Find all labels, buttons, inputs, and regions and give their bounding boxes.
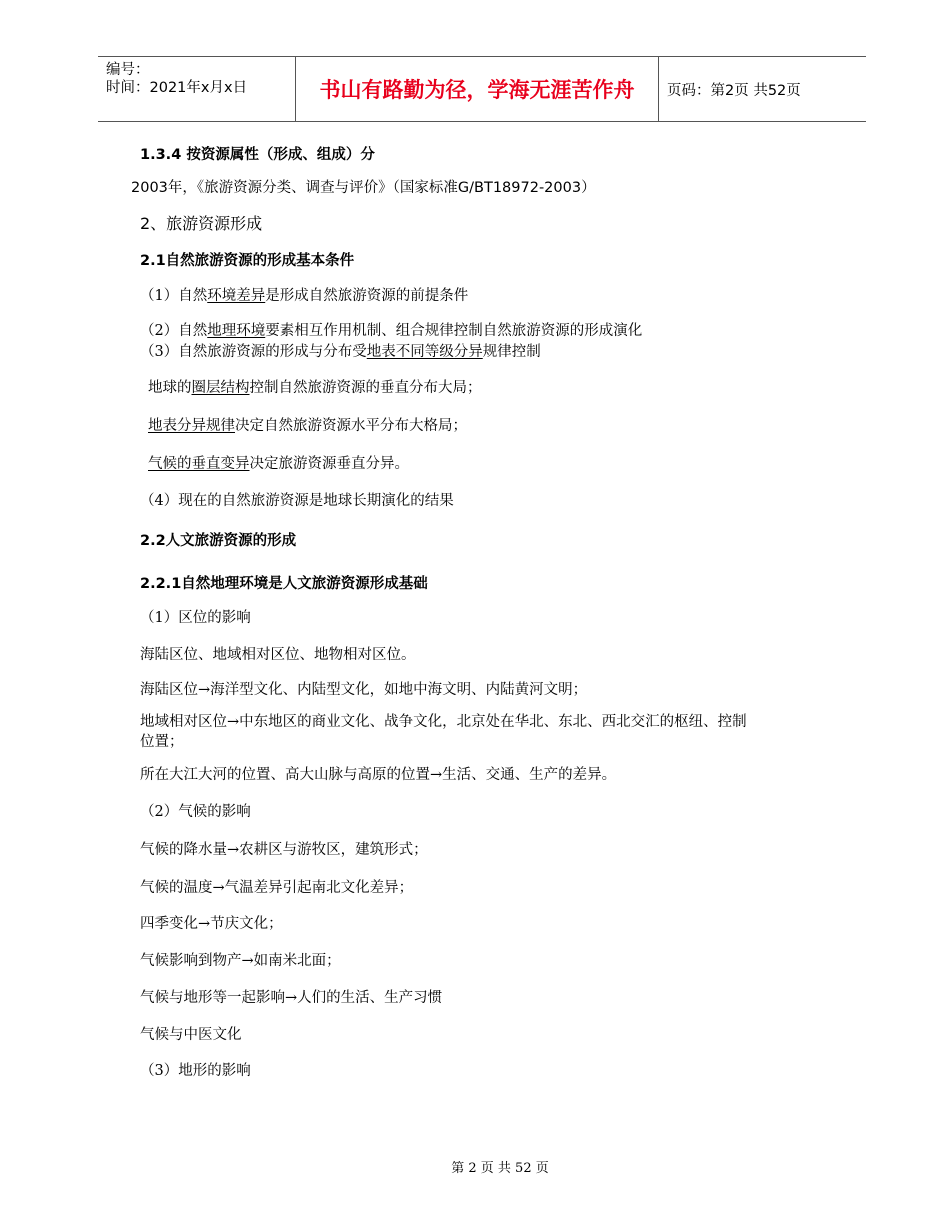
climate-line-6: 气候与中医文化 — [140, 1027, 242, 1043]
page-header — [98, 56, 866, 122]
location-line-2: 海陆区位→海洋型文化、内陆型文化，如地中海文明、内陆黄河文明； — [140, 682, 588, 698]
standard-line: 2003年，《旅游资源分类、调查与评价》（国家标准G/BT18972-2003） — [131, 180, 596, 196]
location-line-4: 所在大江大河的位置、高大山脉与高原的位置→生活、交通、生产的差异。 — [140, 767, 617, 783]
climate-line-3: 四季变化→节庆文化； — [140, 916, 283, 932]
number-label: 编号： — [106, 62, 150, 78]
explain-2: 地表分异规律决定自然旅游资源水平分布大格局； — [148, 418, 467, 434]
motto: 书山有路勤为径，学海无涯苦作舟 — [295, 57, 659, 121]
item-1: （1）自然环境差异是形成自然旅游资源的前提条件 — [140, 288, 469, 304]
item-2: （2）自然地理环境要素相互作用机制、组合规律控制自然旅游资源的形成演化 — [140, 323, 643, 339]
underlined-term: 环境差异 — [207, 288, 266, 304]
explain-3: 气候的垂直变异决定旅游资源垂直分异。 — [148, 456, 409, 472]
explain-1: 地球的圈层结构控制自然旅游资源的垂直分布大局； — [148, 380, 482, 396]
point-2: （2）气候的影响 — [140, 804, 251, 820]
point-1: （1）区位的影响 — [140, 610, 251, 626]
page-info: 页码：第2页 共52页 — [667, 82, 801, 99]
underlined-term: 气候的垂直变异 — [148, 456, 250, 472]
point-3: （3）地形的影响 — [140, 1063, 251, 1079]
climate-line-1: 气候的降水量→农耕区与游牧区，建筑形式； — [140, 842, 428, 858]
heading-1-3-4: 1.3.4 按资源属性（形成、组成）分 — [140, 147, 375, 163]
underlined-term: 地表不同等级分异 — [366, 344, 483, 360]
underlined-term: 地表分异规律 — [148, 418, 235, 434]
heading-2-1: 2.1自然旅游资源的形成基本条件 — [140, 253, 355, 269]
page-footer: 第 2 页 共 52 页 — [451, 1161, 549, 1176]
header-left-cell — [98, 57, 295, 121]
location-line-3a: 地域相对区位→中东地区的商业文化、战争文化，北京处在华北、东北、西北交汇的枢纽、控制 — [140, 714, 747, 730]
climate-line-5: 气候与地形等一起影响→人们的生活、生产习惯 — [140, 990, 443, 1006]
location-line-1: 海陆区位、地域相对区位、地物相对区位。 — [140, 647, 416, 663]
underlined-term: 地理环境 — [207, 323, 266, 339]
heading-2: 2、旅游资源形成 — [140, 214, 263, 233]
time-label: 时间：2021年x月x日 — [106, 80, 248, 96]
heading-2-2: 2.2人文旅游资源的形成 — [140, 533, 297, 549]
location-line-3b: 位置； — [140, 734, 184, 750]
item-4: （4）现在的自然旅游资源是地球长期演化的结果 — [140, 493, 454, 509]
heading-2-2-1: 2.2.1自然地理环境是人文旅游资源形成基础 — [140, 576, 428, 592]
item-3: （3）自然旅游资源的形成与分布受地表不同等级分异规律控制 — [140, 344, 541, 360]
climate-line-2: 气候的温度→气温差异引起南北文化差异； — [140, 880, 414, 896]
underlined-term: 圈层结构 — [191, 380, 250, 396]
climate-line-4: 气候影响到物产→如南米北面； — [140, 953, 341, 969]
